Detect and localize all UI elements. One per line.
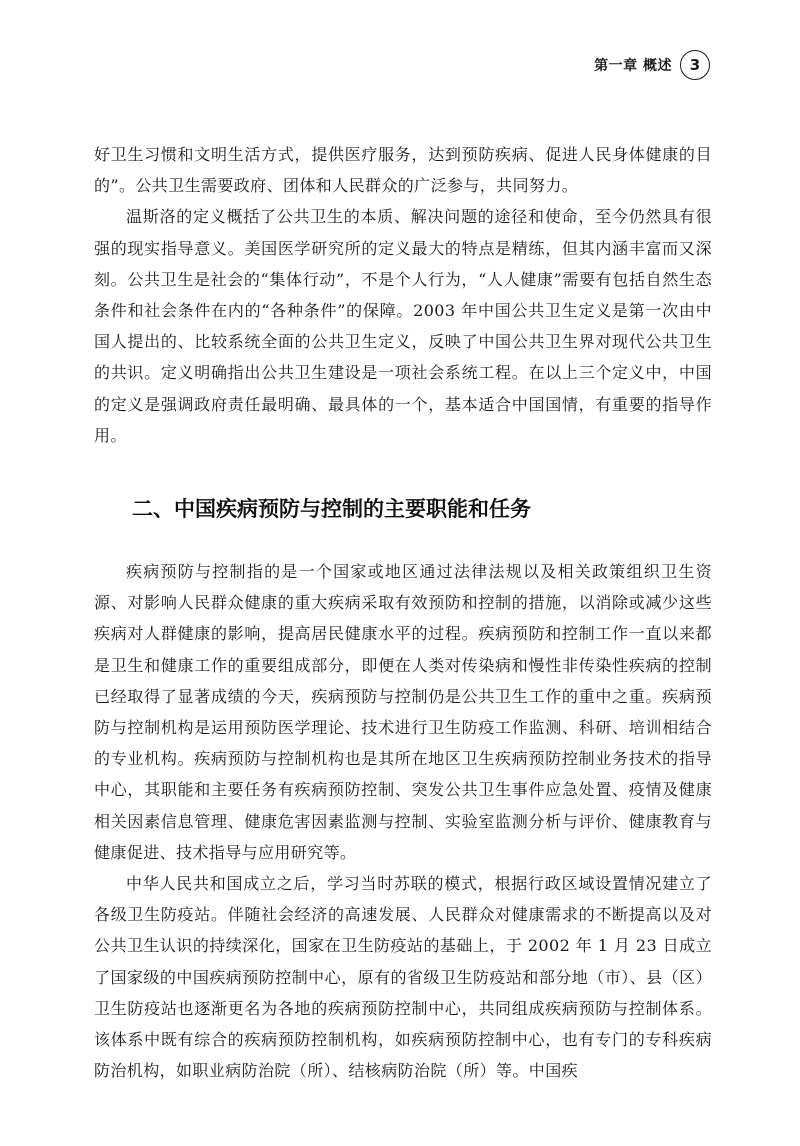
paragraph-disease-control: 疾病预防与控制指的是一个国家或地区通过法律法规以及相关政策组织卫生资源、对影响人民群众健康的重大疾病采取有效预防和控制的措施，以消除或减少这些疾病对人群健康的影响，提高居民健康水平的过程。疾病预防和控制工作一直以来都是卫生和健康工作的重要组成部分，即便在人类对传染病和慢性非传染性疾病的控制已经取得了显著成绩的今天，疾病预防与控制仍是公共卫生工作的重中之重。疾病预防与控制机构是运用预防医学理论、技术进行卫生防疫工作监测、科研、培训相结合的专业机构。疾病预防与控制机构也是其所在地区卫生疾病预防控制业务技术的指导中心，其职能和主要任务有疾病预防控制、突发公共卫生事件应急处置、疫情及健康相关因素信息管理、健康危害因素监测与控制、实验室监测分析与评价、健康教育与健康促进、技术指导与应用研究等。 bbox=[94, 562, 712, 862]
paragraph-history: 中华人民共和国成立之后，学习当时苏联的模式，根据行政区域设置情况建立了各级卫生防疫站。伴随社会经济的高速发展、人民群众对健康需求的不断提高以及对公共卫生认识的持续深化，国家在卫生防疫站的基础上，于 2002 年 1 月 23 日成立了国家级的中国疾病预防控制中心，原有的省级卫生防疫站和部分地（市）、县（区）卫生防疫站也逐渐更名为各地的疾病预防控制中心，共同组成疾病预防与控制体系。该体系中既有综合的疾病预防控制机构，如疾病预防控制中心，也有专门的专科疾病防治机构，如职业病防治院（所）、结核病防治院（所）等。中国疾 bbox=[94, 874, 712, 1081]
page-body bbox=[94, 139, 712, 1086]
chapter-label: 第一章 概述 bbox=[594, 58, 672, 74]
running-header bbox=[594, 50, 710, 80]
paragraph-continuation: 好卫生习惯和文明生活方式，提供医疗服务，达到预防疾病、促进人民身体健康的目的”。公共卫生需要政府、团体和人民群众的广泛参与，共同努力。 bbox=[94, 145, 712, 196]
paragraph-definition-summary: 温斯洛的定义概括了公共卫生的本质、解决问题的途径和使命，至今仍然具有很强的现实指导意义。美国医学研究所的定义最大的特点是精练，但其内涵丰富而又深刻。公共卫生是社会的“集体行动”，不是个人行为，“人人健康”需要有包括自然生态条件和社会条件在内的“各种条件”的保障。2003 年中国公共卫生定义是第一次由中国人提出的、比较系统全面的公共卫生定义，反映了中国公共卫生界对现代公共卫生的共识。定义明确指出公共卫生建设是一项社会系统工程。在以上三个定义中，中国的定义是强调政府责任最明确、最具体的一个，基本适合中国国情，有重要的指导作用。 bbox=[94, 207, 712, 445]
page-number: 3 bbox=[680, 50, 710, 80]
section-heading: 二、中国疾病预防与控制的主要职能和任务 bbox=[132, 497, 531, 522]
